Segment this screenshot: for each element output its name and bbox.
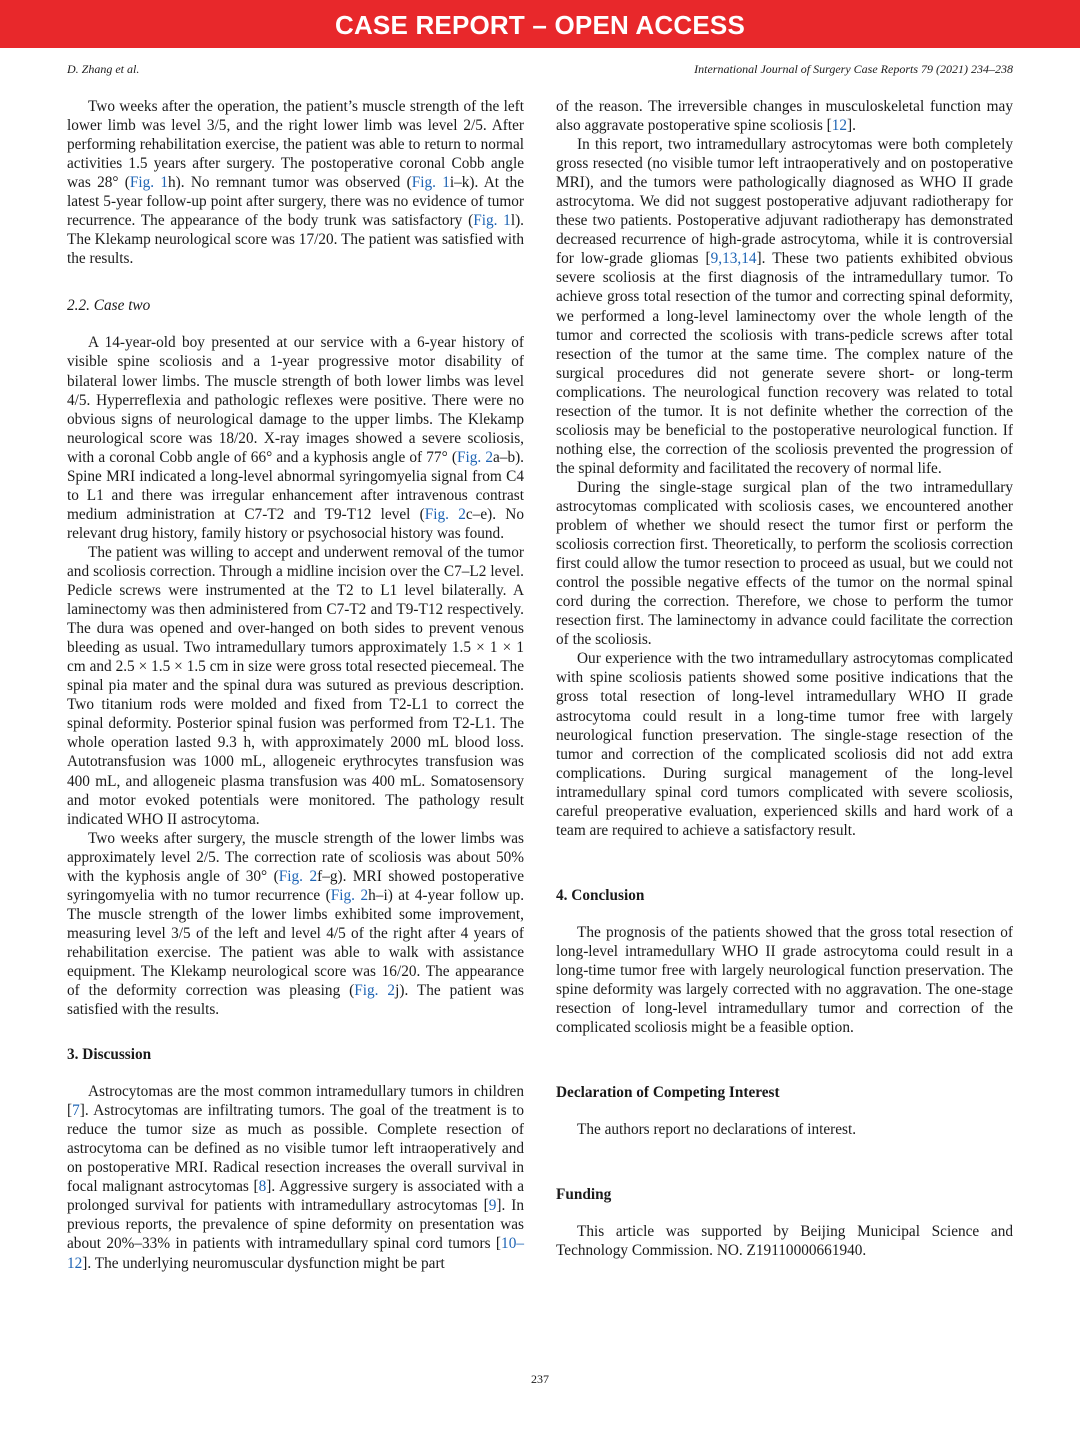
running-head-authors: D. Zhang et al.: [67, 62, 140, 76]
text-run: of the reason. The irreversible changes in musculoskeletal function may also aggravate postoperative spine scoliosis [: [556, 98, 1013, 135]
paragraph: [67, 543, 524, 829]
text-run: ]. Aggressive surgery is associated with a prolonged survival for patients with intramedullary astrocytomas [: [67, 1178, 524, 1215]
paragraph: [556, 1120, 1013, 1139]
text-run: Two weeks after surgery, the muscle strength of the lower limbs was approximately level 2/5. The correction rate of scoliosis was about 50% with the kyphosis angle of 30° (: [67, 829, 524, 885]
paragraph: [556, 97, 1013, 135]
section-heading-conclusion: 4. Conclusion: [556, 886, 645, 904]
text-run: ].: [847, 117, 856, 135]
section-heading-competing-interest: Declaration of Competing Interest: [556, 1084, 780, 1102]
text-run: The authors report no declarations of interest.: [577, 1121, 857, 1139]
page-number: 237: [531, 1372, 549, 1386]
text-run: c–e). No relevant drug history, family history or psychosocial history was found.: [67, 505, 525, 542]
left-column: [67, 97, 524, 1273]
reference-link[interactable]: 9: [488, 1197, 497, 1215]
text-run: h–i) at 4-year follow up. The muscle strength of the lower limbs exhibited some improvement, measuring level 3/5 of the left and level 4/5 of the right after 4 years of rehabilitation exercise. The patient was able to walk with assistance equipment. The Klekamp neurological score was 16/20. The appearance of the deformity correction was pleasing (: [67, 886, 525, 1000]
text-run: j). The patient was satisfied with the results.: [67, 982, 525, 1019]
text-run: Our experience with the two intramedullary astrocytomas complicated with spine scoliosis patients showed some positive indications that the gross total resection of long-level intramedullary WHO II grade astrocytoma could result in a long-time tumor free with largely neurological function preservation. The single-stage resection of the tumor and correction of the complicated scoliosis did not add extra complications. During surgical management of the long-level intramedullary spinal cord tumors complicated with severe scoliosis, careful preoperative evaluation, experienced skills and hard work of a team are required to achieve a satisfactory result.: [556, 650, 1013, 839]
text-run: During the single-stage surgical plan of the two intramedullary astrocytomas complicated with scoliosis cases, we encountered another problem of whether we should resect the tumor first or perform the scoliosis correction first. Theoretically, to perform the scoliosis correction first could allow the tumor resection to proceed as usual, but we could not control the possible negative effects of the tumor on the normal spinal cord during the correction. Therefore, we chose to perform the tumor resection first. The laminectomy in advance could facilitate the correction of the scoliosis.: [556, 478, 1013, 649]
paragraph: [556, 923, 1013, 1037]
section-heading-discussion: 3. Discussion: [67, 1046, 152, 1064]
reference-link[interactable]: Fig. 1: [473, 212, 511, 230]
text-run: Two weeks after the operation, the patient’s muscle strength of the left lower limb was level 3/5, and the right lower limb was level 2/5. After performing rehabilitation exercise, the patient was able to return to normal activities 1.5 years after surgery. The postoperative coronal Cobb angle was 28° (: [67, 98, 524, 192]
reference-link[interactable]: Fig. 1: [411, 174, 450, 192]
section-heading-case-two: 2.2. Case two: [67, 297, 151, 315]
case-report-banner: [0, 0, 1080, 48]
text-run: The prognosis of the patients showed that the gross total resection of long-level intramedullary WHO II grade astrocytoma could result in a long-time tumor free with largely neurological function preservation. The spine deformity was largely corrected with no aggravation. The one-stage resection of long-level intramedullary tumor and correction of the complicated scoliosis might be a feasible option.: [556, 923, 1013, 1037]
text-run: ]. In previous reports, the prevalence of spine deformity on presentation was about 20%–33% in patients with intramedullary spinal cord tumors [: [67, 1197, 524, 1253]
text-run: f–g). MRI showed postoperative syringomyelia with no tumor recurrence (: [67, 867, 524, 904]
paragraph: [556, 649, 1013, 839]
paragraph: [556, 478, 1013, 649]
reference-link[interactable]: Fig. 2: [330, 886, 369, 904]
reference-link[interactable]: Fig. 2: [354, 982, 396, 1000]
text-run: Astrocytomas are the most common intramedullary tumors in children [: [67, 1083, 524, 1120]
reference-link[interactable]: 12: [831, 117, 847, 135]
text-run: In this report, two intramedullary astrocytomas were both completely gross resected (no visible tumor left intraoperatively and on postoperative MRI), and the tumors were pathologically diagnosed as WHO II grade astrocytoma. We did not suggest postoperative adjuvant radiotherapy for these two patients. Postoperative adjuvant radiotherapy has demonstrated decreased recurrence of high-grade astrocytoma, while it is controversial for low-grade gliomas [: [556, 136, 1013, 268]
banner-title: CASE REPORT – OPEN ACCESS: [334, 10, 745, 40]
text-run: h). No remnant tumor was observed (: [168, 174, 412, 192]
text-run: The patient was willing to accept and underwent removal of the tumor and scoliosis correction. Through a midline incision over the C7–L2 level. Pedicle screws were instrumented at the T2 to L1 level bilaterally. A laminectomy was then administered from C7-T2 and T9-T12 respectively. The dura was opened and over-hanged on both sides to prevent venous bleeding as usual. Two intramedullary tumors approximately 1.5 × 1 × 1 cm and 2.5 × 1.5 × 1.5 cm in size were gross total resected piecemeal. The spinal pia mater and the spinal dura was sutured as previous description. Two titanium rods were molded and fixed from T2-L1 to correct the spinal deformity. Posterior spinal fusion was performed from T2-L1. The whole operation lasted 9.3 h, with approximately 2000 mL blood loss. Autotransfusion was 1000 mL, allogeneic erythrocytes transfusion was 400 mL, and allogeneic plasma transfusion was 400 mL. Somatosensory and motor evoked potentials were monitored. The pathology result indicated WHO II astrocytoma.: [67, 543, 524, 828]
reference-link[interactable]: 8: [258, 1178, 267, 1196]
reference-link[interactable]: 10–12: [67, 1235, 524, 1272]
section-heading-funding: Funding: [556, 1186, 612, 1204]
paragraph: [556, 1222, 1013, 1260]
text-run: i–k). At the latest 5-year follow-up point after surgery, there was no evidence of tumor recurrence. The appearance of the body trunk was satisfactory (: [67, 174, 524, 230]
paragraph: [67, 333, 524, 543]
reference-link[interactable]: Fig. 2: [424, 505, 466, 523]
text-run: A 14-year-old boy presented at our service with a 6-year history of visible spine scoliosis and a 1-year progressive motor disability of bilateral lower limbs. The muscle strength of both lower limbs was level 4/5. Hyperreflexia and pathologic reflexes were positive. There were no obvious signs of neurological damage to the upper limbs. The Klekamp neurological score was 18/20. X-ray images showed a severe scoliosis, with a coronal Cobb angle of 66° and a kyphosis angle of 77° (: [67, 334, 524, 466]
running-head-journal: International Journal of Surgery Case Reports 79 (2021) 234–238: [694, 62, 1013, 76]
text-run: l). The Klekamp neurological score was 17/20. The patient was satisfied with the results.: [67, 212, 524, 268]
reference-link[interactable]: Fig. 1: [129, 174, 169, 192]
reference-link[interactable]: Fig. 2: [456, 448, 493, 466]
text-run: This article was supported by Beijing Municipal Science and Technology Commission. NO. Z191100006619​40.: [556, 1223, 1013, 1260]
reference-link[interactable]: 9,13,14: [710, 250, 757, 268]
paragraph: [67, 1082, 524, 1272]
reference-link[interactable]: Fig. 2: [278, 867, 318, 885]
paragraph: [556, 135, 1013, 478]
paragraph: [67, 97, 524, 268]
reference-link[interactable]: 7: [72, 1102, 80, 1120]
text-run: ]. Astrocytomas are infiltrating tumors. The goal of the treatment is to reduce the tumor size as much as possible. Complete resection of astrocytoma can be defined as no visible tumor left intraoperatively and on postoperative MRI. Radical resection increases the overall survival in focal malignant astrocytomas [: [67, 1102, 524, 1196]
paragraph: [67, 829, 524, 1019]
text-run: a–b). Spine MRI indicated a long-level abnormal syringomyelia signal from C4 to L1 and there was irregular enhancement after intravenous contrast medium administration at C7-T2 and T9-T12 level (: [67, 448, 525, 523]
text-run: ]. These two patients exhibited obvious severe scoliosis at the first diagnosis of the intramedullary tumor. To achieve gross total resection of the tumor and correcting spinal deformity, we performed a long-level laminectomy over the whole length of the tumor and corrected the scoliosis with trans-pedicle screws after total resection of the tumor at the same time. The complex nature of the surgical procedures did not generate severe short- or long-term complications. The neurological function recovery was related to total resection of the tumor. It is not definite whether the correction of the scoliosis may be beneficial to the postoperative neurological function. If nothing else, the correction of the scoliosis prevented the progression of the spinal deformity and facilitated the recovery of normal life.: [556, 250, 1013, 477]
text-run: ]. The underlying neuromuscular dysfunction might be part: [82, 1254, 445, 1272]
right-column: [556, 97, 1013, 1260]
